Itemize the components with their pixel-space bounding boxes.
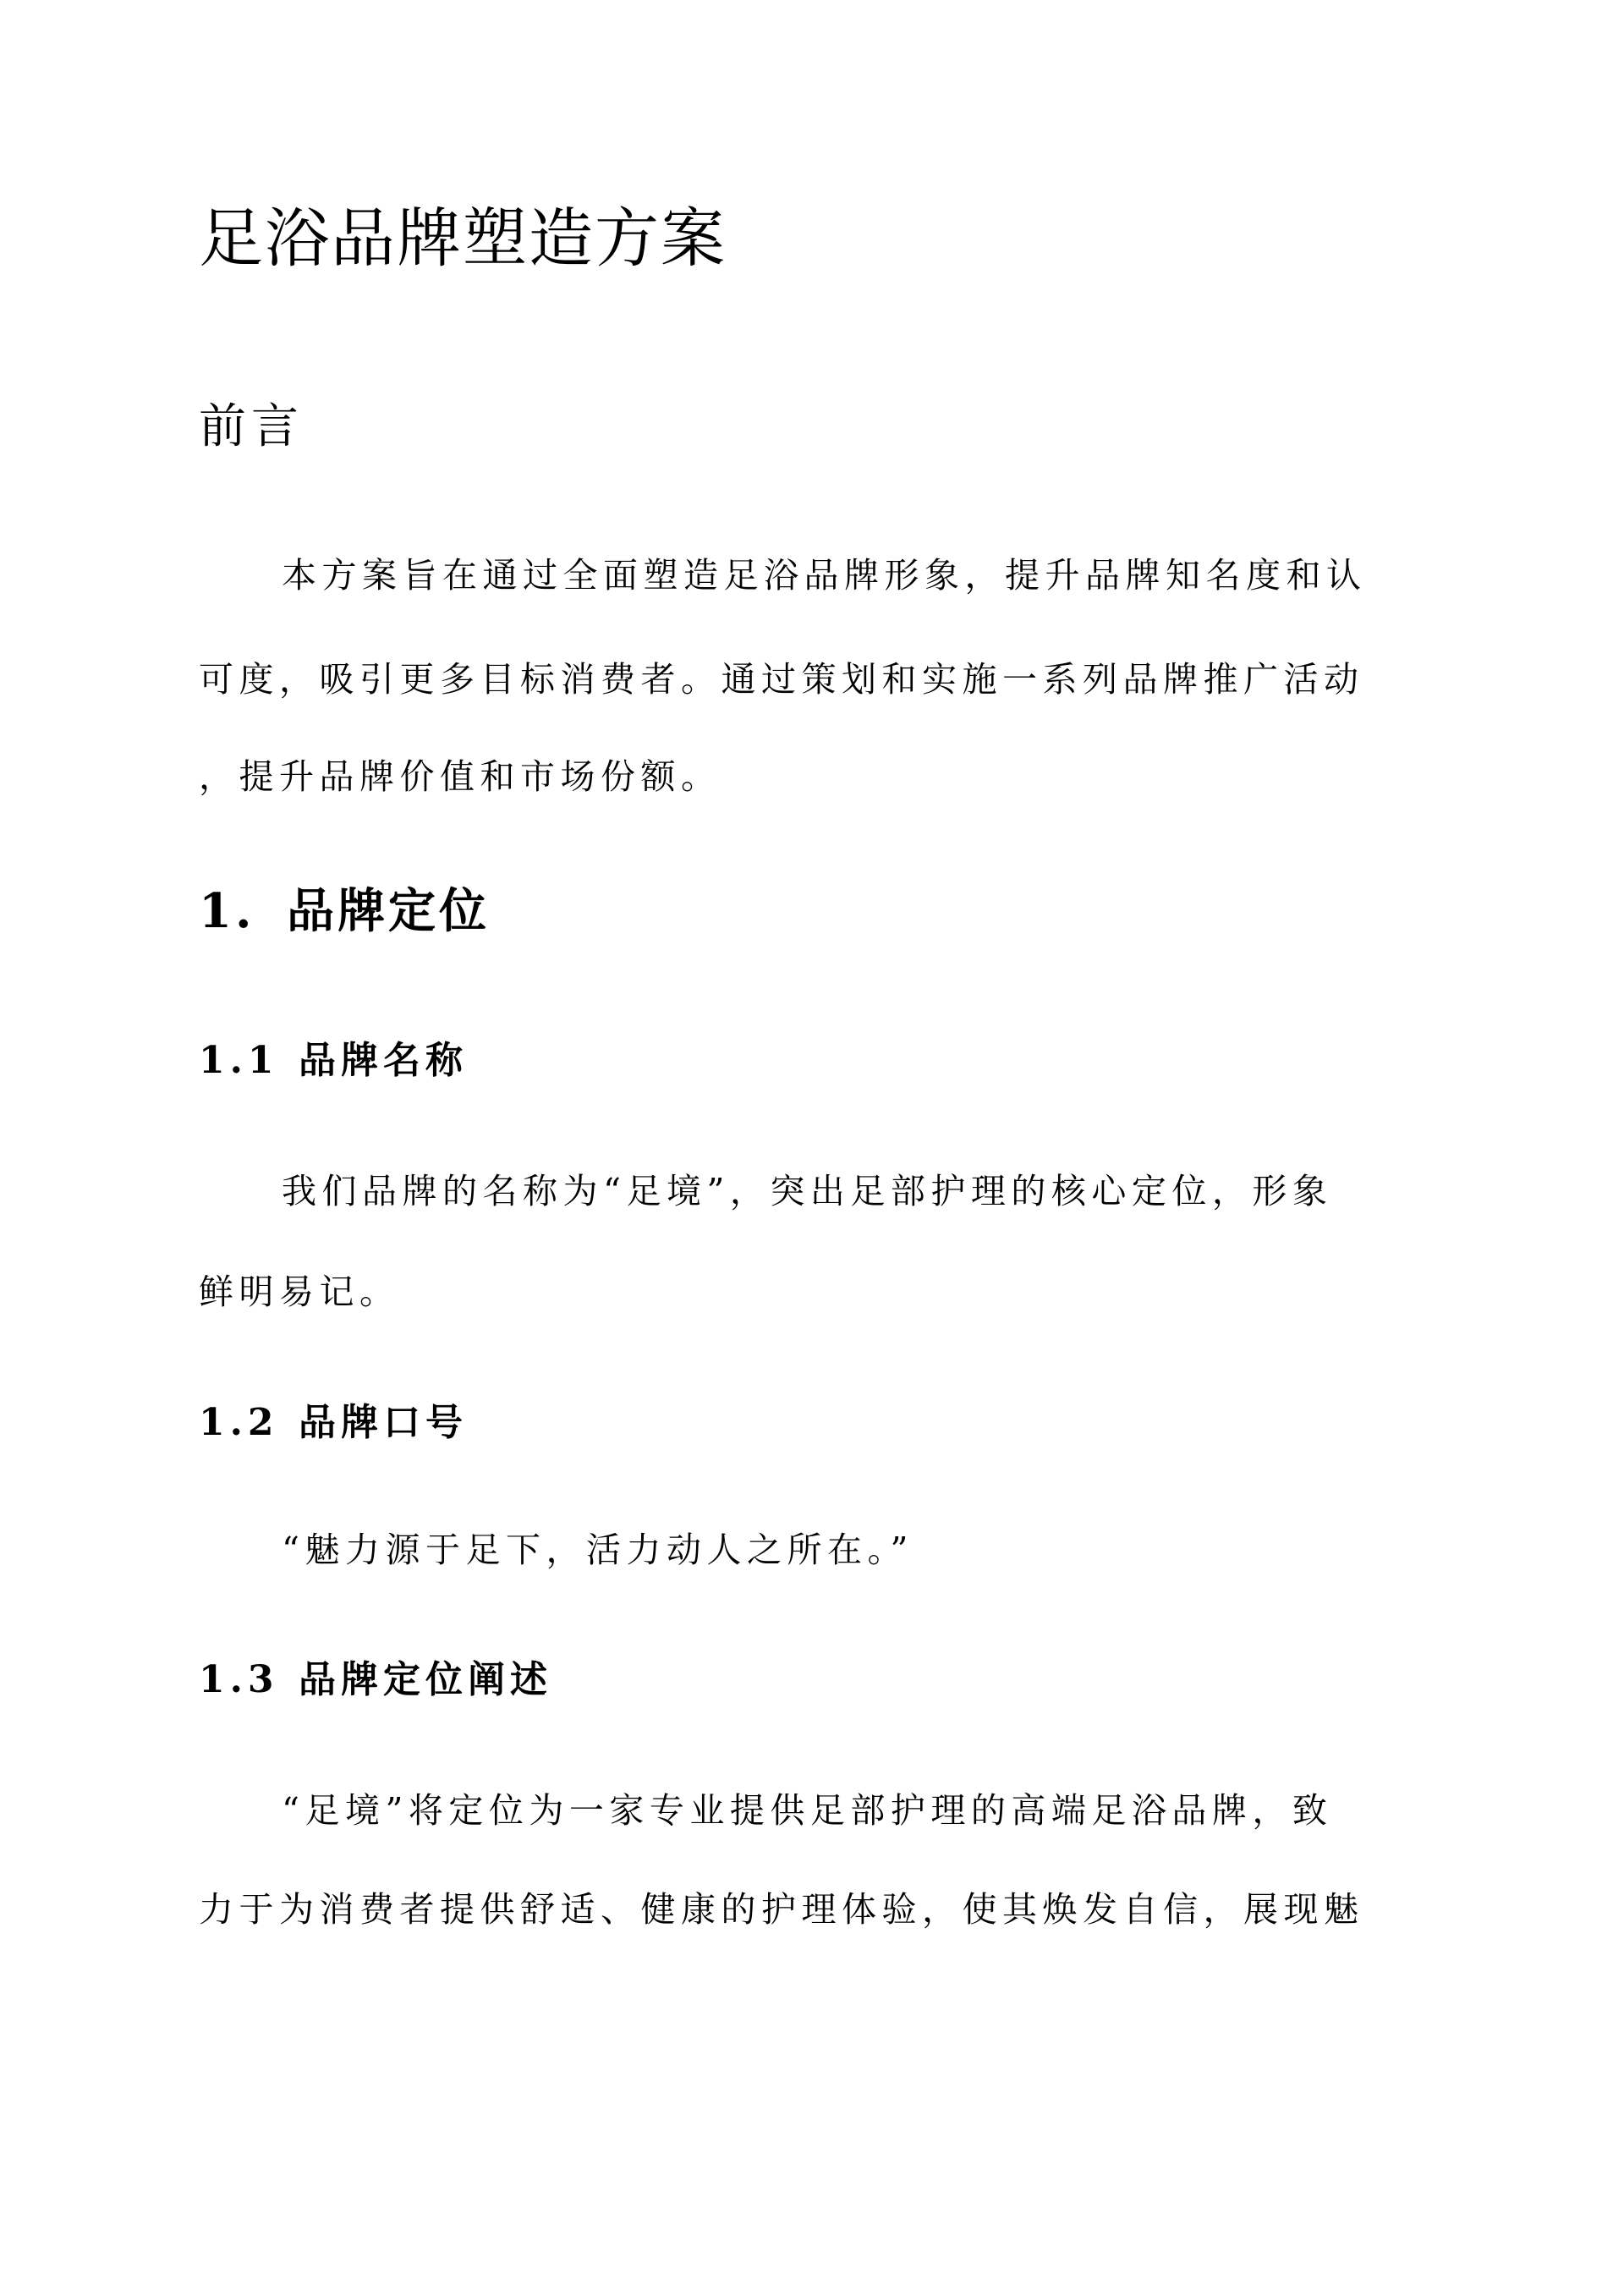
section-1-2-heading — [199, 1398, 468, 1448]
section-1-2-title: 品牌口号 — [299, 1401, 468, 1444]
section-1-3-line-2: 力于为消费者提供舒适、健康的护理体验，使其焕发自信，展现魅 — [199, 1889, 1364, 1930]
section-1-heading — [199, 877, 490, 945]
preface-heading: 前言 — [199, 399, 304, 454]
section-1-1-heading — [199, 1035, 468, 1086]
section-1-number: 1. — [199, 883, 255, 939]
preface-line-3: ，提升品牌价值和市场份额。 — [199, 756, 721, 797]
section-1-1-number: 1.1 — [199, 1039, 279, 1082]
preface-line-1: 本方案旨在通过全面塑造足浴品牌形象，提升品牌知名度和认 — [282, 555, 1367, 596]
section-1-title: 品牌定位 — [287, 883, 490, 939]
preface-line-2: 可度，吸引更多目标消费者。通过策划和实施一系列品牌推广活动 — [199, 659, 1364, 700]
section-1-3-heading — [199, 1655, 552, 1706]
section-1-3-line-1: “足境”将定位为一家专业提供足部护理的高端足浴品牌，致 — [282, 1790, 1333, 1831]
section-1-2-line-1: “魅力源于足下，活力动人之所在。” — [282, 1530, 914, 1570]
section-1-1-line-1: 我们品牌的名称为“足境”，突出足部护理的核心定位，形象 — [282, 1171, 1333, 1211]
document-title: 足浴品牌塑造方案 — [199, 200, 727, 276]
section-1-3-title: 品牌定位阐述 — [299, 1658, 552, 1701]
section-1-3-number: 1.3 — [199, 1658, 279, 1701]
section-1-1-title: 品牌名称 — [299, 1039, 468, 1082]
section-1-1-line-2: 鲜明易记。 — [199, 1272, 400, 1312]
section-1-2-number: 1.2 — [199, 1401, 279, 1444]
